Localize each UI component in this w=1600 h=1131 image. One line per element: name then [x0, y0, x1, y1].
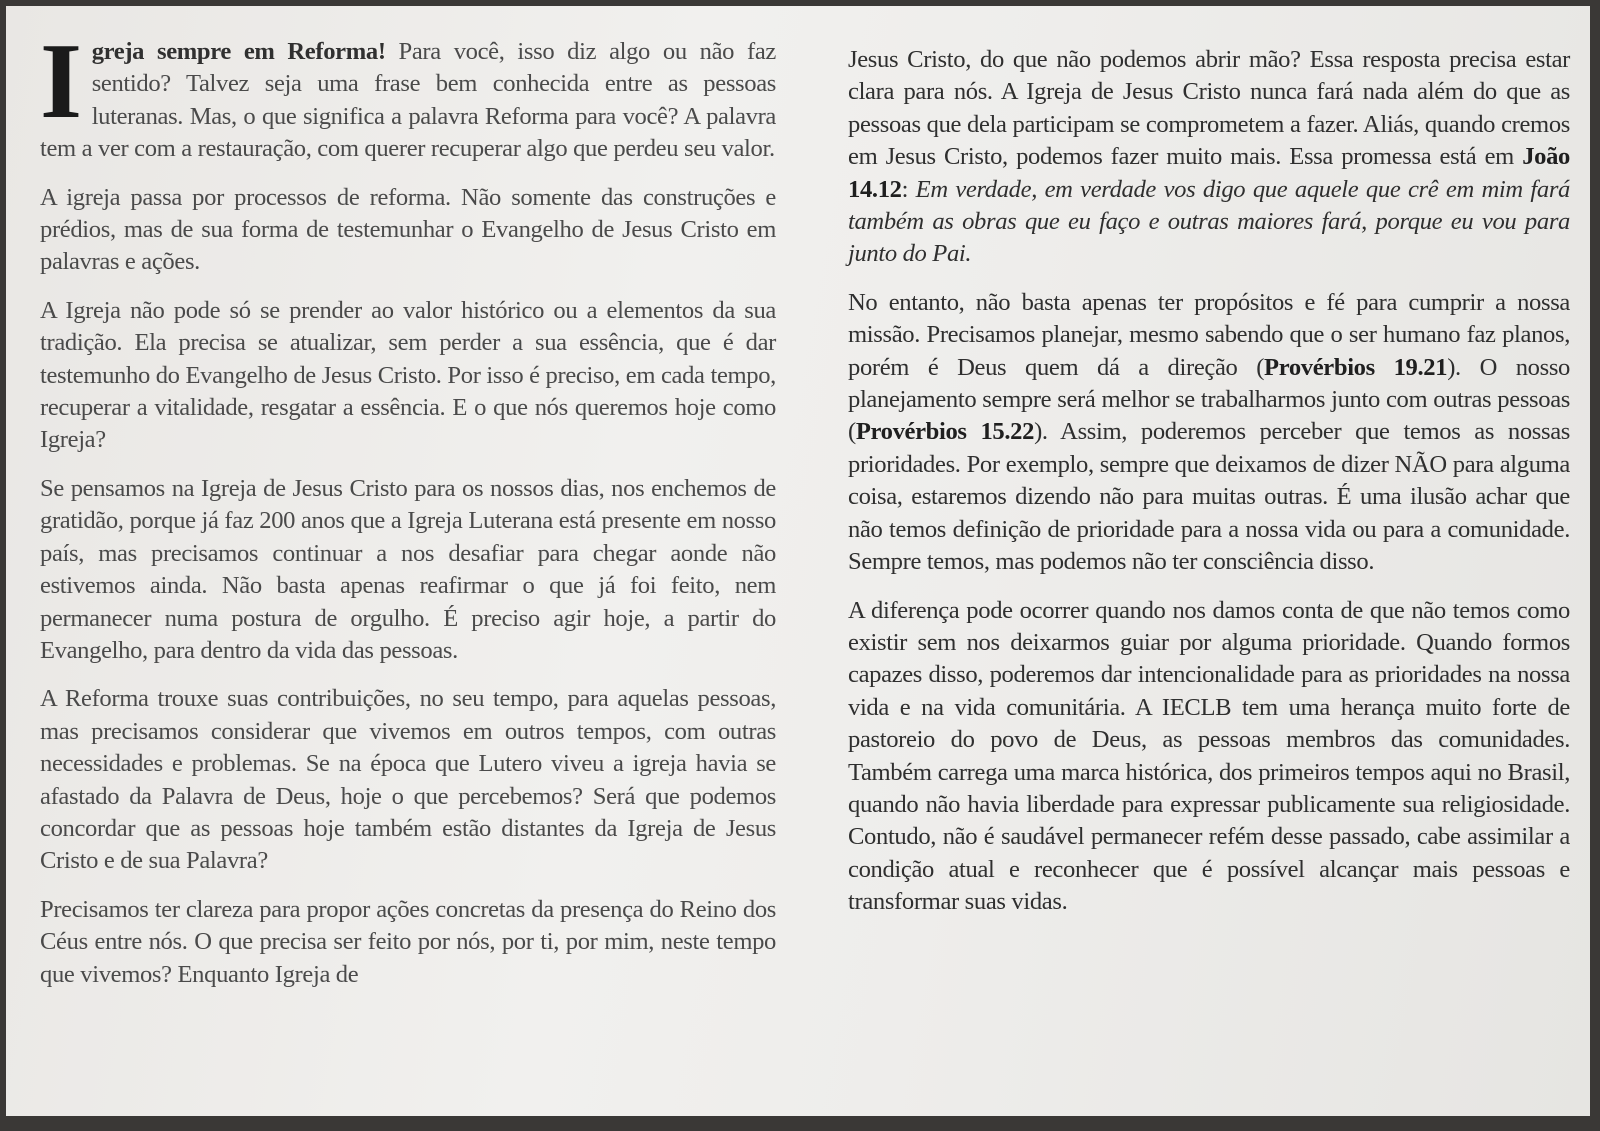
paragraph-200-years: Se pensamos na Igreja de Jesus Cristo para os nossos dias, nos enchemos de gratidão, porque já faz 200 anos que a Igreja Luterana está presente em nosso país, mas precisamos continuar a nos desafiar para chegar aonde não estivemos ainda. Não basta apenas reafirmar o que já foi feito, nem permanecer numa postura de orgulho. É preciso agir hoje, a partir do Evangelho, para dentro da vida das pessoas.: [40, 474, 776, 664]
lead-phrase: greja sempre em Reforma!: [91, 38, 386, 65]
bible-reference-proverbs-15: Provérbios 15.22: [855, 418, 1035, 446]
drop-cap: I: [40, 22, 82, 141]
planning-text-2: ). O nosso planejamento sempre será melhor se trabalharmos junto com outras pessoas (: [848, 353, 1571, 446]
paragraph-essence: A Igreja não pode só se prender ao valor histórico ou a elementos da sua tradição. Ela precisa se atualizar, sem perder a sua essência, que é dar testemunho do Evangelho de Jesus Cristo. Por isso é preciso, em cada tempo, recuperar a vitalidade, resgatar a essência. E o que nós queremos hoje como Igreja?: [40, 296, 776, 454]
paragraph-promise: [848, 44, 1570, 271]
paragraph-intro: [40, 22, 776, 166]
paragraph-priorities: A diferença pode ocorrer quando nos damos conta de que não temos como existir sem nos deixarmos guiar por alguma prioridade. Quando formos capazes disso, poderemos dar intencionalidade para as prioridades na nossa vida e na vida comunitária. A IECLB tem uma herança muito forte de pastoreio do povo de Deus, as pessoas membros das comunidades. Também carrega uma marca histórica, dos primeiros tempos aqui no Brasil, quando não havia liberdade para expressar publicamente sua religiosidade. Contudo, não é saudável permanecer refém desse passado, cabe assimilar a condição atual e reconhecer que é possível alcançar mais pessoas e transformar suas vidas.: [848, 596, 1570, 916]
planning-text-1: No entanto, não basta apenas ter propósitos e fé para cumprir a nossa missão. Precisamos planejar, mesmo sabendo que o ser humano faz planos, porém é Deus quem dá a direção (: [848, 288, 1570, 381]
right-column: [848, 44, 1570, 935]
bible-reference-john: João 14.12: [848, 143, 1570, 203]
colon: :: [901, 175, 916, 203]
planning-text-3: ). Assim, poderemos perceber que temos as nossas prioridades. Por exemplo, sempre que deixamos de dizer NÃO para alguma coisa, estaremos dizendo não para muitas outras. É uma ilusão achar que não temos definição de prioridade para a nossa vida ou para a comunidade. Sempre temos, mas podemos não ter consciência disso.: [848, 418, 1571, 576]
paragraph-reform-process: A igreja passa por processos de reforma. Não somente das construções e prédios, mas de sua forma de testemunhar o Evangelho de Jesus Cristo em palavras e ações.: [40, 183, 776, 276]
intro-text: Para você, isso diz algo ou não faz sentido? Talvez seja uma frase bem conhecida entre as pessoas luteranas. Mas, o que significa a palavra Reforma para você? A palavra tem a ver com a restauração, com querer recuperar algo que perdeu seu valor.: [40, 38, 776, 163]
booklet-page: [6, 6, 1590, 1116]
paragraph-concrete-actions: Precisamos ter clareza para propor ações concretas da presença do Reino dos Céus entre nós. O que precisa ser feito por nós, por ti, por mim, neste tempo que vivemos? Enquanto Igreja de: [40, 895, 776, 988]
bible-quote: Em verdade, em verdade vos digo que aquele que crê em mim fará também as obras que eu faço e outras maiores fará, porque eu vou para junto do Pai.: [848, 175, 1570, 268]
left-column: [40, 22, 776, 1007]
paragraph-reformation-contributions: A Reforma trouxe suas contribuições, no seu tempo, para aquelas pessoas, mas precisamos considerar que vivemos em outros tempos, com outras necessidades e problemas. Se na época que Lutero viveu a igreja havia se afastado da Palavra de Deus, hoje o que percebemos? Será que podemos concordar que as pessoas hoje também estão distantes da Igreja de Jesus Cristo e de sua Palavra?: [40, 685, 776, 875]
promise-text: Jesus Cristo, do que não podemos abrir mão? Essa resposta precisa estar clara para nós. A Igreja de Jesus Cristo nunca fará nada além do que as pessoas que dela participam se comprometem a fazer. Aliás, quando cremos em Jesus Cristo, podemos fazer muito mais. Essa promessa está em: [848, 46, 1570, 171]
paragraph-planning: [848, 287, 1570, 579]
bible-reference-proverbs-19: Provérbios 19.21: [1264, 353, 1448, 381]
